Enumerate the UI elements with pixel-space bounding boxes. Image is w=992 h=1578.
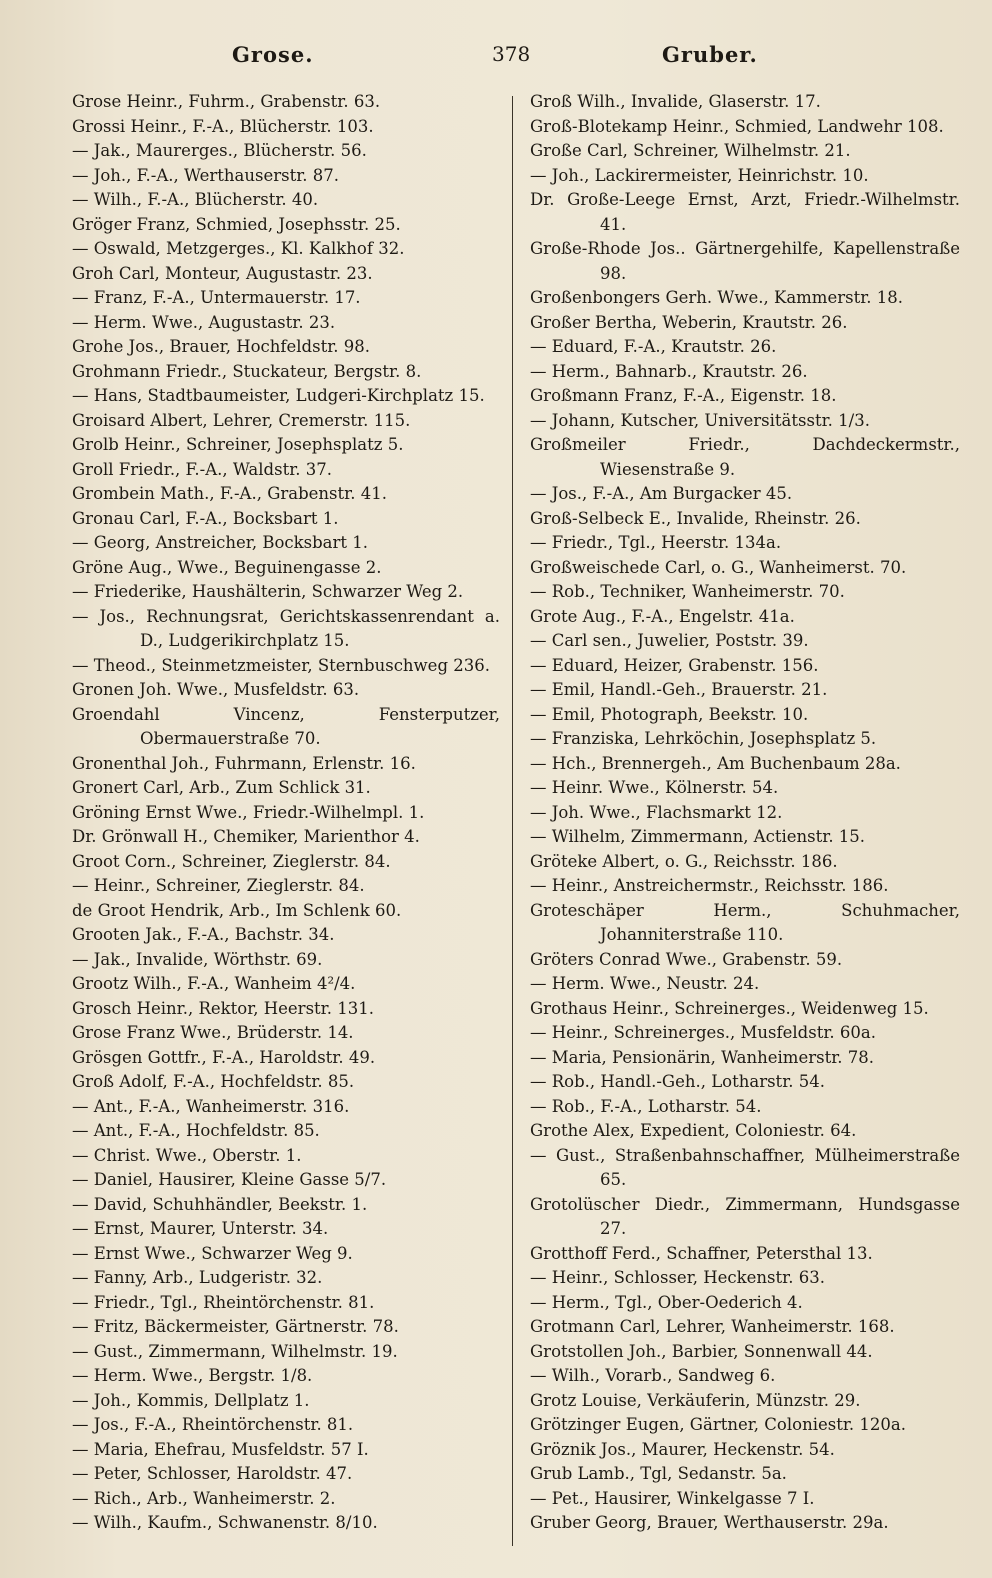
directory-entry: — Herm., Tgl., Ober-Oederich 4. <box>530 1292 803 1312</box>
directory-entry: — Daniel, Hausirer, Kleine Gasse 5/7. <box>72 1170 387 1189</box>
directory-entry: — Pet., Hausirer, Winkelgasse 7 I. <box>530 1488 815 1508</box>
directory-entry: — Herm. Wwe., Bergstr. 1/8. <box>72 1366 313 1385</box>
directory-entry: — Emil, Handl.-Geh., Brauerstr. 21. <box>530 680 828 699</box>
directory-entry: Grothe Alex, Expedient, Coloniestr. 64. <box>530 1121 857 1140</box>
directory-entry: Grosch Heinr., Rektor, Heerstr. 131. <box>72 998 374 1018</box>
directory-entry: Grötzinger Eugen, Gärtner, Coloniestr. 120a. <box>530 1415 906 1434</box>
directory-entry: — Peter, Schlosser, Haroldstr. 47. <box>72 1464 353 1483</box>
directory-entry: Gruber Georg, Brauer, Werthauserstr. 29a. <box>530 1513 889 1532</box>
directory-entry: Gronau Carl, F.-A., Bocksbart 1. <box>72 508 339 528</box>
directory-entry: Groendahl Vincenz, Fensterputzer, Obermauerstraße 70. <box>72 704 500 748</box>
directory-entry: — Maria, Pensionärin, Wanheimerstr. 78. <box>530 1047 875 1067</box>
directory-entry: — Friederike, Haushälterin, Schwarzer Weg 2. <box>72 582 464 601</box>
directory-entry: Grombein Math., F.-A., Grabenstr. 41. <box>72 484 387 503</box>
directory-entry: Groteschäper Herm., Schuhmacher, Johanniterstraße 110. <box>530 900 960 944</box>
directory-entry: — Rob., Techniker, Wanheimerstr. 70. <box>530 582 845 601</box>
directory-entry: Grotolüscher Diedr., Zimmermann, Hundsgasse 27. <box>530 1194 960 1238</box>
directory-entry: — Eduard, Heizer, Grabenstr. 156. <box>530 655 819 675</box>
directory-entry: Grootz Wilh., F.-A., Wanheim 4²/4. <box>72 974 356 993</box>
directory-entry: — Jos., F.-A., Am Burgacker 45. <box>530 484 793 503</box>
directory-entry: Großweischede Carl, o. G., Wanheimerst. 70. <box>530 557 907 577</box>
directory-entry: — Heinr. Wwe., Kölnerstr. 54. <box>530 778 779 797</box>
directory-entry: — Georg, Anstreicher, Bocksbart 1. <box>72 533 369 552</box>
directory-entry: — Johann, Kutscher, Universitätsstr. 1/3. <box>530 410 870 430</box>
directory-entry: Grotz Louise, Verkäuferin, Münzstr. 29. <box>530 1390 861 1410</box>
directory-entry: — Joh., Kommis, Dellplatz 1. <box>72 1390 310 1410</box>
directory-entry: Grohe Jos., Brauer, Hochfeldstr. 98. <box>72 337 370 356</box>
directory-entry: — Joh., Lackirermeister, Heinrichstr. 10. <box>530 165 869 185</box>
directory-entry: Gröters Conrad Wwe., Grabenstr. 59. <box>530 949 843 969</box>
directory-entry: Gröteke Albert, o. G., Reichsstr. 186. <box>530 851 838 871</box>
directory-entry: Große-Rhode Jos.. Gärtnergehilfe, Kapellenstraße 98. <box>530 239 960 283</box>
directory-entry: Groß-Selbeck E., Invalide, Rheinstr. 26. <box>530 508 861 528</box>
directory-entry: Grotmann Carl, Lehrer, Wanheimerstr. 168. <box>530 1317 895 1336</box>
directory-entry: Großmann Franz, F.-A., Eigenstr. 18. <box>530 386 837 405</box>
directory-entry: Groot Corn., Schreiner, Zieglerstr. 84. <box>72 851 391 871</box>
directory-entry: — Franziska, Lehrköchin, Josephsplatz 5. <box>530 729 877 748</box>
directory-entry: Grub Lamb., Tgl, Sedanstr. 5a. <box>530 1464 787 1483</box>
directory-entry: Grossi Heinr., F.-A., Blücherstr. 103. <box>72 116 374 136</box>
directory-entry: Groisard Albert, Lehrer, Cremerstr. 115. <box>72 410 411 430</box>
directory-entry: — Wilh., F.-A., Blücherstr. 40. <box>72 190 319 209</box>
directory-entry: Grose Heinr., Fuhrm., Grabenstr. 63. <box>72 92 381 111</box>
directory-entry: — Wilhelm, Zimmermann, Actienstr. 15. <box>530 827 866 846</box>
directory-entry: — Fanny, Arb., Ludgeristr. 32. <box>72 1268 323 1287</box>
directory-entry: Grooten Jak., F.-A., Bachstr. 34. <box>72 925 335 944</box>
directory-entry: — Carl sen., Juwelier, Poststr. 39. <box>530 631 809 650</box>
directory-entry: — Joh. Wwe., Flachsmarkt 12. <box>530 802 783 822</box>
directory-entry: Gronert Carl, Arb., Zum Schlick 31. <box>72 778 371 797</box>
directory-entry: — Rob., F.-A., Lotharstr. 54. <box>530 1096 762 1116</box>
directory-entry: Große Carl, Schreiner, Wilhelmstr. 21. <box>530 141 851 160</box>
directory-entry: Großer Bertha, Weberin, Krautstr. 26. <box>530 312 848 332</box>
directory-entry: — Jos., Rechnungsrat, Gerichtskassenrendant a. D., Ludgerikirchplatz 15. <box>72 606 500 650</box>
directory-entry: — Rich., Arb., Wanheimerstr. 2. <box>72 1488 336 1508</box>
directory-entry: — Oswald, Metzgerges., Kl. Kalkhof 32. <box>72 239 405 258</box>
directory-entry: Grohmann Friedr., Stuckateur, Bergstr. 8. <box>72 361 422 381</box>
directory-entry: — Gust., Zimmermann, Wilhelmstr. 19. <box>72 1341 398 1361</box>
directory-entry: Grothaus Heinr., Schreinerges., Weidenweg 15. <box>530 998 929 1018</box>
directory-entry: — Christ. Wwe., Oberstr. 1. <box>72 1145 302 1165</box>
directory-entry: — Herm., Bahnarb., Krautstr. 26. <box>530 361 808 381</box>
directory-entry: Groß-Blotekamp Heinr., Schmied, Landwehr 108. <box>530 116 944 136</box>
directory-entry: — Friedr., Tgl., Heerstr. 134a. <box>530 533 782 552</box>
directory-entry: Grolb Heinr., Schreiner, Josephsplatz 5. <box>72 435 404 454</box>
directory-entry: — Hch., Brennergeh., Am Buchenbaum 28a. <box>530 753 901 773</box>
directory-entry: — Friedr., Tgl., Rheintörchenstr. 81. <box>72 1292 375 1312</box>
left-column <box>72 90 500 1536</box>
column-divider <box>512 96 513 1546</box>
right-column <box>530 90 960 1536</box>
directory-entry: — Jak., Invalide, Wörthstr. 69. <box>72 949 323 969</box>
directory-entry: — Herm. Wwe., Neustr. 24. <box>530 974 760 993</box>
directory-entry: — Fritz, Bäckermeister, Gärtnerstr. 78. <box>72 1317 399 1336</box>
directory-entry: — Jak., Maurerges., Blücherstr. 56. <box>72 141 367 160</box>
directory-entry: — Ant., F.-A., Hochfeldstr. 85. <box>72 1121 320 1140</box>
directory-entry: Gröne Aug., Wwe., Beguinengasse 2. <box>72 557 382 577</box>
directory-entry: — Heinr., Anstreichermstr., Reichsstr. 186. <box>530 876 889 895</box>
directory-entry: — Heinr., Schreinerges., Musfeldstr. 60a. <box>530 1023 876 1042</box>
directory-entry: Groß Wilh., Invalide, Glaserstr. 17. <box>530 92 821 111</box>
directory-entry: — David, Schuhhändler, Beekstr. 1. <box>72 1194 368 1214</box>
directory-entry: Grotstollen Joh., Barbier, Sonnenwall 44. <box>530 1341 873 1361</box>
directory-entry: — Emil, Photograph, Beekstr. 10. <box>530 704 809 724</box>
directory-entry: — Wilh., Vorarb., Sandweg 6. <box>530 1366 776 1385</box>
directory-entry: — Jos., F.-A., Rheintörchenstr. 81. <box>72 1415 354 1434</box>
directory-entry: Groll Friedr., F.-A., Waldstr. 37. <box>72 459 333 479</box>
directory-entry: — Ant., F.-A., Wanheimerstr. 316. <box>72 1096 350 1116</box>
directory-entry: Gröning Ernst Wwe., Friedr.-Wilhelmpl. 1. <box>72 802 425 822</box>
directory-entry: — Hans, Stadtbaumeister, Ludgeri-Kirchplatz 15. <box>72 386 485 405</box>
directory-entry: Großmeiler Friedr., Dachdeckermstr., Wiesenstraße 9. <box>530 435 960 479</box>
directory-entry: — Rob., Handl.-Geh., Lotharstr. 54. <box>530 1072 825 1091</box>
directory-entry: — Franz, F.-A., Untermauerstr. 17. <box>72 288 361 307</box>
directory-entry: Dr. Große-Leege Ernst, Arzt, Friedr.-Wilhelmstr. 41. <box>530 190 960 234</box>
directory-entry: — Ernst Wwe., Schwarzer Weg 9. <box>72 1243 353 1263</box>
directory-entry: Großenbongers Gerh. Wwe., Kammerstr. 18. <box>530 288 904 307</box>
directory-entry: — Eduard, F.-A., Krautstr. 26. <box>530 337 777 356</box>
directory-entry: Gronen Joh. Wwe., Musfeldstr. 63. <box>72 680 360 699</box>
directory-entry: — Wilh., Kaufm., Schwanenstr. 8/10. <box>72 1513 378 1532</box>
directory-entry: Grösgen Gottfr., F.-A., Haroldstr. 49. <box>72 1047 376 1067</box>
directory-entry: de Groot Hendrik, Arb., Im Schlenk 60. <box>72 900 402 920</box>
directory-entry: Gröger Franz, Schmied, Josephsstr. 25. <box>72 214 401 234</box>
directory-entry: Groß Adolf, F.-A., Hochfeldstr. 85. <box>72 1072 355 1091</box>
directory-entry: Dr. Grönwall H., Chemiker, Marienthor 4. <box>72 827 420 846</box>
directory-entry: Grote Aug., F.-A., Engelstr. 41a. <box>530 606 795 626</box>
directory-entry: — Ernst, Maurer, Unterstr. 34. <box>72 1219 329 1238</box>
directory-entry: — Heinr., Schlosser, Heckenstr. 63. <box>530 1268 825 1287</box>
directory-entry: — Herm. Wwe., Augustastr. 23. <box>72 312 336 332</box>
directory-entry: — Heinr., Schreiner, Zieglerstr. 84. <box>72 876 365 895</box>
page-number: 378 <box>492 42 531 66</box>
directory-entry: — Maria, Ehefrau, Musfeldstr. 57 I. <box>72 1439 369 1459</box>
directory-entry: Gronenthal Joh., Fuhrmann, Erlenstr. 16. <box>72 753 416 773</box>
directory-entry: Grotthoff Ferd., Schaffner, Petersthal 13. <box>530 1243 873 1263</box>
header-first-name: Grose. <box>232 42 314 67</box>
directory-entry: Gröznik Jos., Maurer, Heckenstr. 54. <box>530 1439 835 1459</box>
directory-entry: — Theod., Steinmetzmeister, Sternbuschweg 236. <box>72 655 490 675</box>
directory-entry: Grose Franz Wwe., Brüderstr. 14. <box>72 1023 354 1042</box>
directory-entry: Groh Carl, Monteur, Augustastr. 23. <box>72 263 373 283</box>
directory-entry: — Gust., Straßenbahnschaffner, Mülheimerstraße 65. <box>530 1145 960 1189</box>
header-last-name: Gruber. <box>662 42 758 67</box>
directory-entry: — Joh., F.-A., Werthauserstr. 87. <box>72 165 340 185</box>
running-header <box>70 42 960 74</box>
